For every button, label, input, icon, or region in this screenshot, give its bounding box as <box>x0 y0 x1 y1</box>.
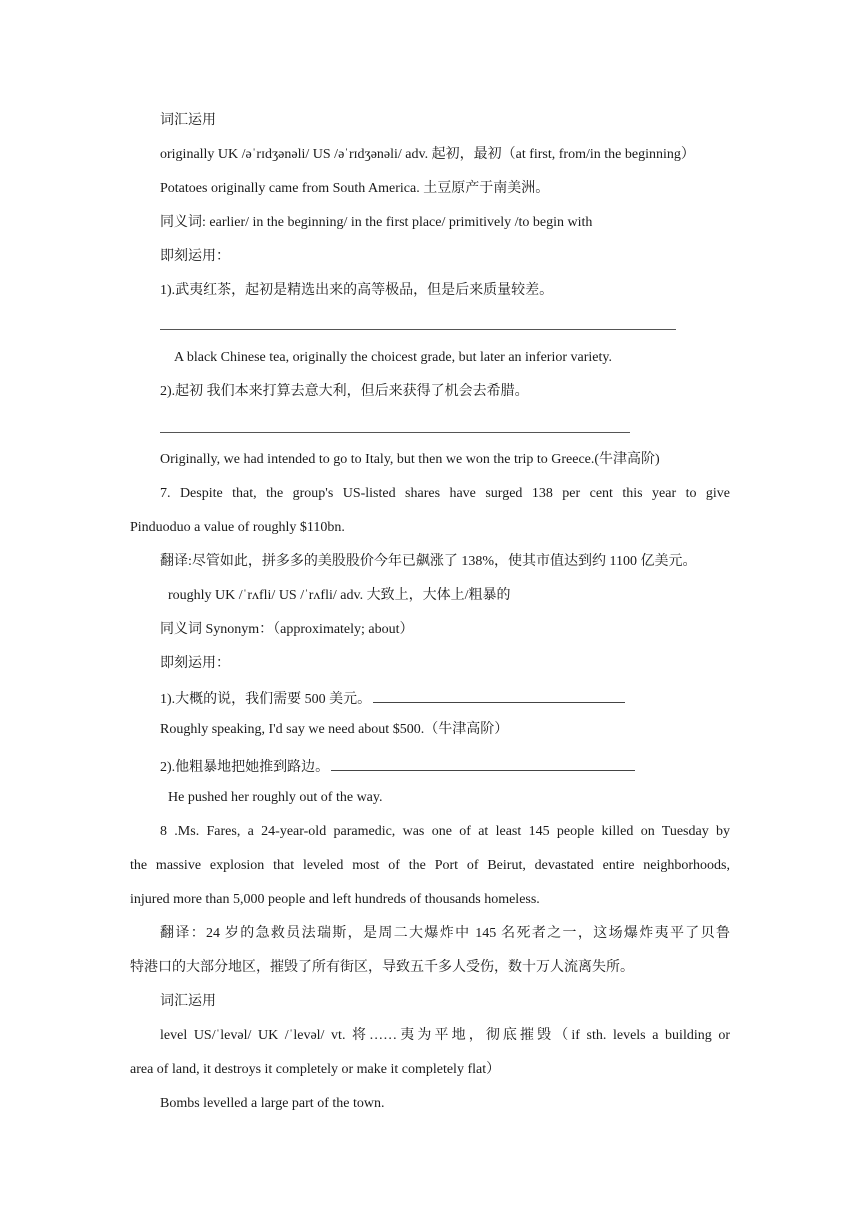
translation-8-line: 特港口的大部分地区，摧毁了所有街区，导致五千多人受伤，数十万人流离失所。 <box>130 960 634 975</box>
practice-answer: He pushed her roughly out of the way. <box>168 790 383 805</box>
synonyms-line: 同义词: earlier/ in the beginning/ in the first place/ primitively /to begin with <box>160 215 593 230</box>
originally-entry: originally UK /əˈrɪdʒənəli/ US /əˈrɪdʒənəli/ adv. 起初，最初（at first, from/in the beginning） <box>160 147 695 162</box>
practice-heading: 即刻运用： <box>160 249 230 264</box>
vocab-heading: 词汇运用 <box>160 994 216 1009</box>
roughly-entry: roughly UK /ˈrʌfli/ US /ˈrʌfli/ adv. 大致上，大体上/粗暴的 <box>168 588 511 603</box>
sentence-8-line: injured more than 5,000 people and left hundreds of thousands homeless. <box>130 892 540 907</box>
level-entry-line: level US/ˈlevəl/ UK /ˈlevəl/ vt. 将……夷为平地，彻底摧毁（if sth. levels a building or <box>160 1028 730 1043</box>
vocab-heading: 词汇运用 <box>160 113 216 128</box>
sentence-8-line: the massive explosion that leveled most of the Port of Beirut, devastated entire neighborhoods, <box>130 858 730 873</box>
practice-item <box>160 688 730 708</box>
sentence-8-line: 8 .Ms. Fares, a 24-year-old paramedic, was one of at least 145 people killed on Tuesday by <box>160 824 730 839</box>
answer-blank <box>331 756 635 771</box>
answer-blank-line <box>160 432 630 433</box>
practice-answer: Originally, we had intended to go to Italy, but then we won the trip to Greece.(牛津高阶) <box>160 452 660 467</box>
translation-7: 翻译:尽管如此，拼多多的美股股价今年已飙涨了 138%，使其市值达到约 1100 亿美元。 <box>160 554 697 569</box>
practice-item-text: 1).大概的说，我们需要 500 美元。 <box>160 692 372 707</box>
practice-item-text: 2).他粗暴地把她推到路边。 <box>160 760 330 775</box>
practice-item <box>160 756 730 776</box>
answer-blank <box>373 688 625 703</box>
level-entry-line: area of land, it destroys it completely or make it completely flat） <box>130 1062 501 1077</box>
example-sentence: Bombs levelled a large part of the town. <box>160 1096 385 1111</box>
sentence-7-line: 7. Despite that, the group's US-listed shares have surged 138 per cent this year to give <box>160 486 730 501</box>
practice-item: 1).武夷红茶，起初是精选出来的高等极品，但是后来质量较差。 <box>160 283 554 298</box>
practice-answer: Roughly speaking, I'd say we need about $500.（牛津高阶） <box>160 722 509 737</box>
practice-heading: 即刻运用： <box>160 656 230 671</box>
practice-item: 2).起初 我们本来打算去意大利，但后来获得了机会去希腊。 <box>160 384 529 399</box>
answer-blank-line <box>160 329 676 330</box>
synonyms-line: 同义词 Synonym：（approximately; about） <box>160 622 414 637</box>
practice-answer: A black Chinese tea, originally the choicest grade, but later an inferior variety. <box>174 350 612 365</box>
example-sentence: Potatoes originally came from South America. 土豆原产于南美洲。 <box>160 181 550 196</box>
sentence-7-line: Pinduoduo a value of roughly $110bn. <box>130 520 345 535</box>
translation-8-line: 翻译：24 岁的急救员法瑞斯，是周二大爆炸中 145 名死者之一，这场爆炸夷平了贝鲁 <box>160 926 730 941</box>
